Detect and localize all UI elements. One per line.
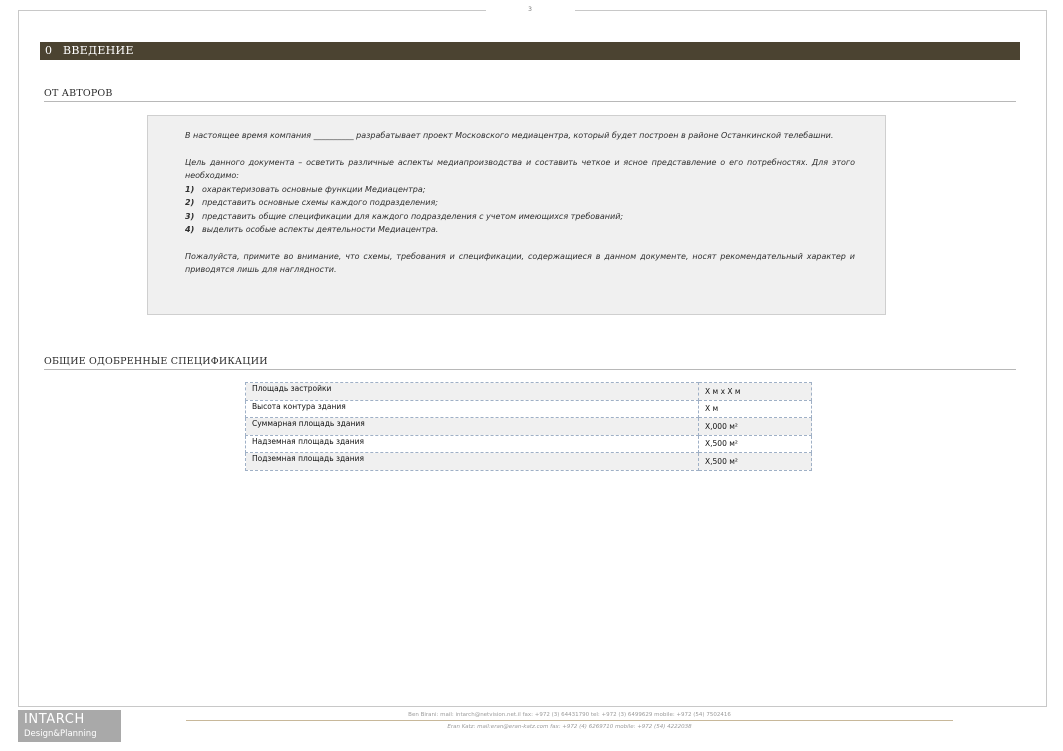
table-row <box>246 383 812 401</box>
note-paragraph: В настоящее время компания __________ разрабатывает проект Московского медиацентра, который будет построен в районе Останкинской телебашни. <box>185 131 834 140</box>
list-item <box>185 196 855 210</box>
list-item <box>185 223 855 237</box>
list-item-number: 4) <box>185 225 195 234</box>
authors-heading: ОТ АВТОРОВ <box>44 88 1016 102</box>
note-paragraph: Цель данного документа – осветить различные аспекты медиапроизводства и составить четкое и ясное представление о его потребностях. Для этого необходимо: <box>185 157 855 180</box>
spec-value: X,500 м² <box>699 435 812 453</box>
footer-contact-secondary: Eran Katz: mail:eran@eran-katz.com fax: +972 (4) 6269710 mobile: +972 (54) 4222038 <box>447 724 692 730</box>
list-item-text: представить общие спецификации для каждого подразделения с учетом имеющихся требований; <box>202 211 624 221</box>
spec-value: X м x X м <box>699 383 812 401</box>
list-item-text: охарактеризовать основные функции Медиацентра; <box>202 184 426 194</box>
spec-label: Высота контура здания <box>246 400 699 418</box>
note-spacer <box>185 143 855 156</box>
spec-label: Подземная площадь здания <box>246 453 699 471</box>
footer-contact-primary: Ben Birani: mail: intarch@netvision.net.il fax: +972 (3) 64431790 tel: +972 (3) 6499629 mobile: +972 (54) 7502416 <box>408 712 731 718</box>
spec-label: Площадь застройки <box>246 383 699 401</box>
company-logo <box>18 710 121 742</box>
list-item-text: выделить особые аспекты деятельности Медиацентра. <box>202 225 439 234</box>
page-frame-right <box>1046 10 1047 707</box>
specs-table <box>245 382 812 471</box>
goals-list <box>185 183 855 237</box>
spec-label: Надземная площадь здания <box>246 435 699 453</box>
authors-note <box>147 115 886 315</box>
footer-divider <box>186 720 953 721</box>
note-paragraph: Пожалуйста, примите во внимание, что схемы, требования и спецификации, содержащиеся в данном документе, носят рекомендательный характер и приводятся лишь для наглядности. <box>185 251 855 274</box>
table-row <box>246 453 812 471</box>
page-frame-top-left <box>18 10 486 11</box>
table-row <box>246 418 812 436</box>
specs-heading: ОБЩИЕ ОДОБРЕННЫЕ СПЕЦИФИКАЦИИ <box>44 356 1016 370</box>
spec-value: X,000 м² <box>699 418 812 436</box>
section-title: ВВЕДЕНИЕ <box>63 44 134 57</box>
list-item <box>185 210 855 224</box>
page-frame-left <box>18 10 19 707</box>
list-item-number: 3) <box>185 211 195 221</box>
page-number: 3 <box>528 6 532 13</box>
list-item <box>185 183 855 197</box>
logo-wordmark: INTARCH <box>24 712 85 727</box>
section-header <box>40 42 1020 60</box>
spec-value: X,500 м² <box>699 453 812 471</box>
page-frame-top-right <box>575 10 1047 11</box>
logo-tagline: Design&Planning <box>24 729 97 739</box>
page-frame-bottom <box>18 706 1047 707</box>
list-item-text: представить основные схемы каждого подразделения; <box>202 198 438 207</box>
table-row <box>246 435 812 453</box>
section-number: 0 <box>45 44 53 57</box>
note-spacer <box>185 237 855 250</box>
spec-value: X м <box>699 400 812 418</box>
list-item-number: 1) <box>185 184 195 194</box>
list-item-number: 2) <box>185 198 195 207</box>
spec-label: Суммарная площадь здания <box>246 418 699 436</box>
table-row <box>246 400 812 418</box>
